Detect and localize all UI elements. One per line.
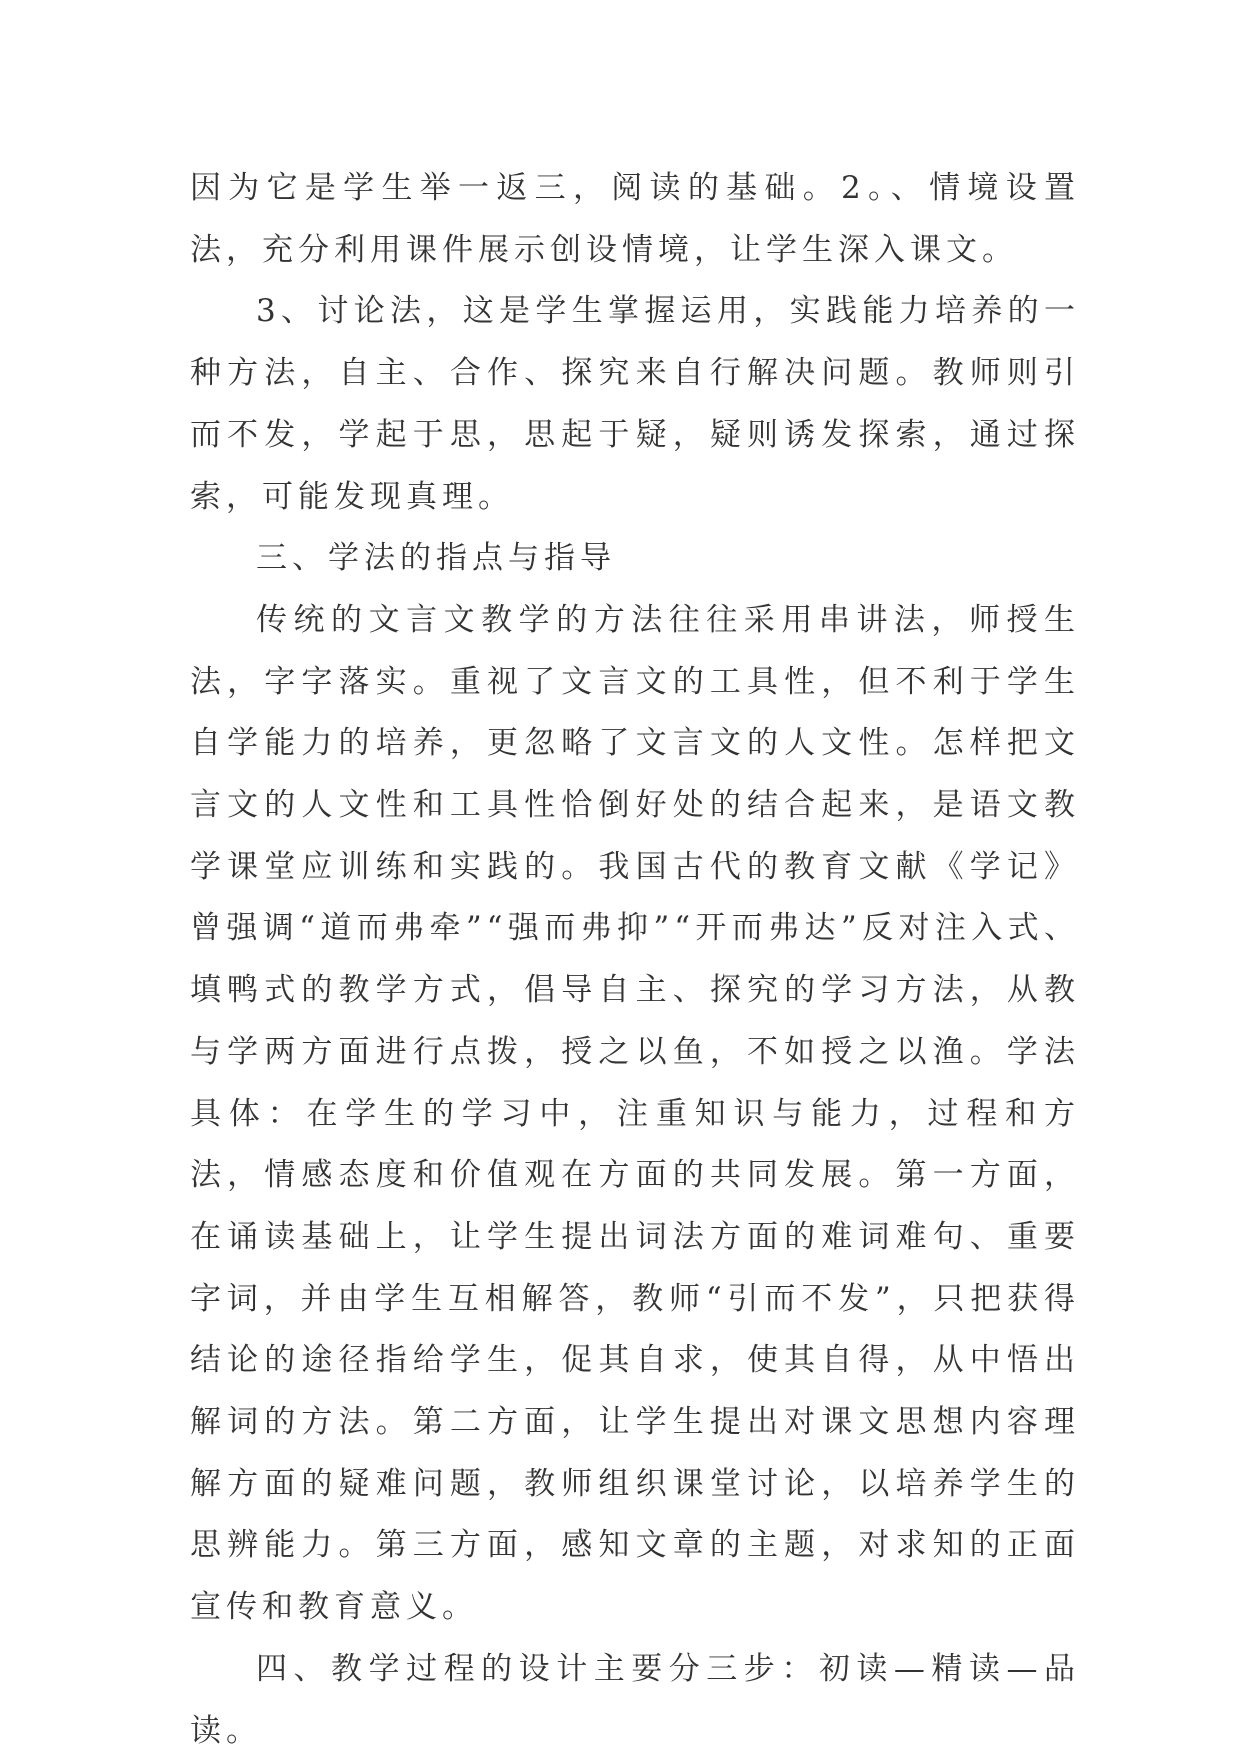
section-heading-study-methods: 三、学法的指点与指导 xyxy=(256,540,616,577)
document-body xyxy=(190,158,1080,1762)
paragraph-study-methods: 传统的文言文教学的方法往往采用串讲法，师授生法，字字落实。重视了文言文的工具性，但不利于学生自学能力的培养，更忽略了文言文的人文性。怎样把文言文的人文性和工具性恰倒好处的结合起来，是语文教学课堂应训练和实践的。我国古代的教育文献《学记》曾强调“道而弗牵”“强而弗抑”“开而弗达”反对注入式、填鸭式的教学方式，倡导自主、探究的学习方法，从教与学两方面进行点拨，授之以鱼，不如授之以渔。学法具体：在学生的学习中，注重知识与能力，过程和方法，情感态度和价值观在方面的共同发展。第一方面，在诵读基础上，让学生提出词法方面的难词难句、重要字词，并由学生互相解答，教师“引而不发”，只把获得结论的途径指给学生，促其自求，使其自得，从中悟出解词的方法。第二方面，让学生提出对课文思想内容理解方面的疑难问题，教师组织课堂讨论，以培养学生的思辨能力。第三方面，感知文章的主题，对求知的正面宣传和教育意义。 xyxy=(190,601,1080,1626)
paragraph-continuation: 因为它是学生举一返三，阅读的基础。2。、情境设置法，充分利用课件展示创设情境，让学生深入课文。 xyxy=(190,170,1080,268)
section-heading-teaching-process: 四、教学过程的设计主要分三步：初读—精读—品读。 xyxy=(190,1650,1080,1749)
paragraph-discussion-method: 3、讨论法，这是学生掌握运用，实践能力培养的一种方法，自主、合作、探究来自行解决问题。教师则引而不发，学起于思，思起于疑，疑则诱发探索，通过探索，可能发现真理。 xyxy=(190,293,1080,515)
